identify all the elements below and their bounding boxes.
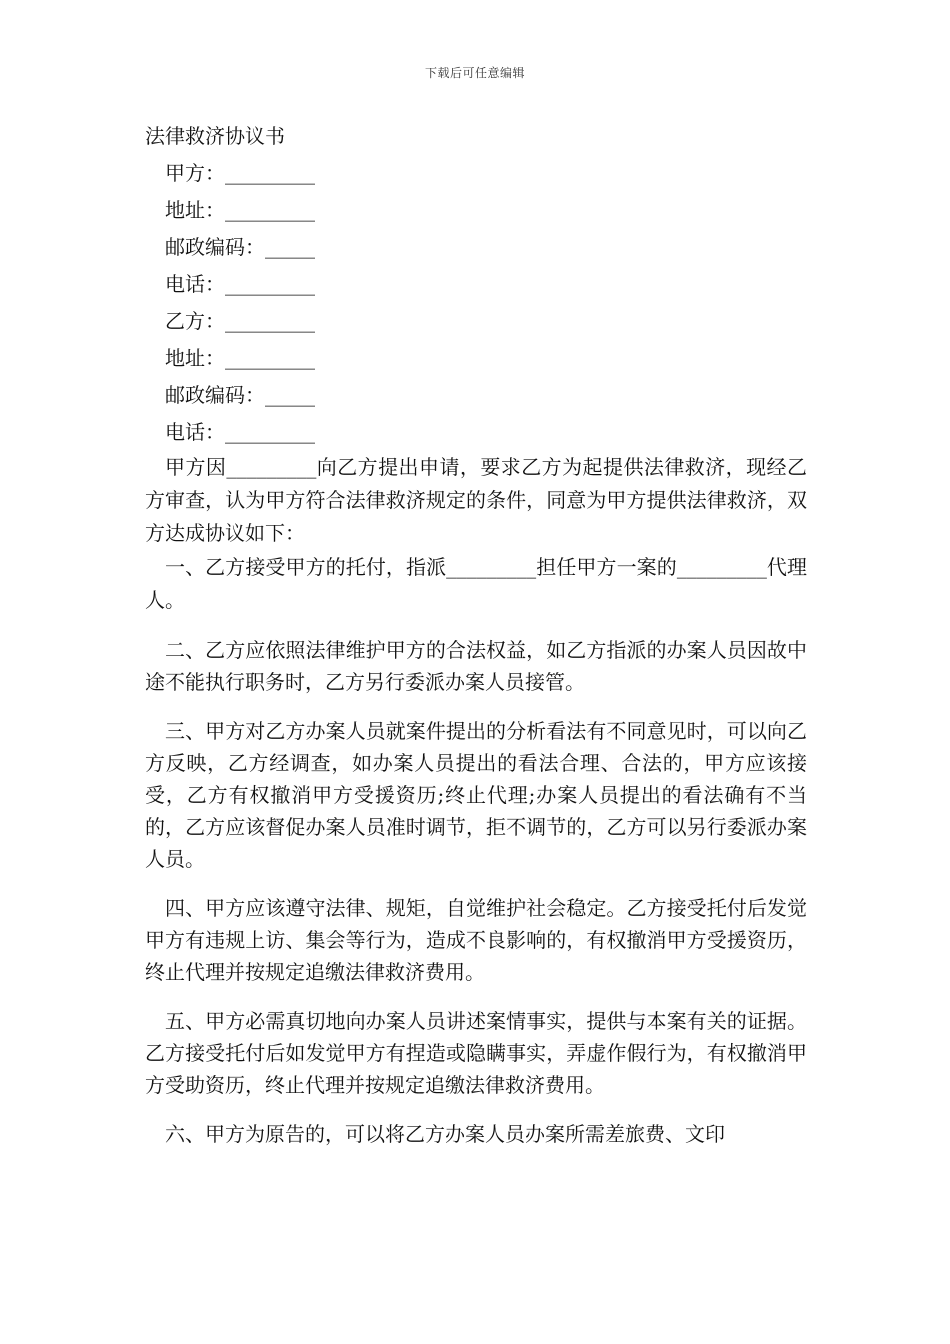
field-label: 邮政编码： [165, 235, 265, 259]
paragraph-clause-1: 一、乙方接受甲方的托付，指派_________担任甲方一案的_________代理人。 [145, 555, 807, 612]
field-party-a-postcode [145, 229, 807, 266]
field-blank: _____ [265, 235, 315, 259]
page-header-note: 下载后可任意编辑 [424, 66, 525, 80]
paragraph-clause-5: 五、甲方必需真切地向办案人员讲述案情事实，提供与本案有关的证据。乙方接受托付后如发觉甲方有捏造或隐瞒事实，弄虚作假行为，有权撤消甲方受助资历，终止代理并按规定追缴法律救济费用。 [145, 1009, 807, 1097]
field-label: 地址： [165, 346, 225, 370]
field-blank: _________ [225, 272, 315, 296]
field-blank: _________ [225, 346, 315, 370]
paragraph-intro: 甲方因_________向乙方提出申请，要求乙方为起提供法律救济，现经乙方审查，认为甲方符合法律救济规定的条件，同意为甲方提供法律救济，双方达成协议如下： [145, 455, 807, 545]
document-title: 法律救济协议书 [145, 124, 285, 148]
field-label: 甲方： [165, 161, 225, 185]
field-party-a [145, 155, 807, 192]
field-label: 电话： [165, 420, 225, 444]
field-blank: _________ [225, 161, 315, 185]
field-blank: _________ [225, 420, 315, 444]
field-blank: _________ [225, 198, 315, 222]
field-party-a-phone [145, 266, 807, 303]
field-party-b [145, 303, 807, 340]
field-party-b-address [145, 340, 807, 377]
field-party-a-address [145, 192, 807, 229]
paragraph-clause-6: 六、甲方为原告的，可以将乙方办案人员办案所需差旅费、文印 [165, 1122, 725, 1146]
field-label: 邮政编码： [165, 383, 265, 407]
paragraph-clause-4: 四、甲方应该遵守法律、规矩，自觉维护社会稳定。乙方接受托付后发觉甲方有违规上访、集会等行为，造成不良影响的，有权撤消甲方受援资历，终止代理并按规定追缴法律救济费用。 [145, 896, 807, 984]
field-blank: _____ [265, 383, 315, 407]
field-label: 地址： [165, 198, 225, 222]
field-label: 电话： [165, 272, 225, 296]
paragraph-clause-2: 二、乙方应依照法律维护甲方的合法权益，如乙方指派的办案人员因故中途不能执行职务时，乙方另行委派办案人员接管。 [145, 638, 807, 694]
field-blank: _________ [225, 309, 315, 333]
field-party-b-phone [145, 414, 807, 451]
document-body [145, 118, 807, 1150]
paragraph-clause-3: 三、甲方对乙方办案人员就案件提出的分析看法有不同意见时，可以向乙方反映，乙方经调查，如办案人员提出的看法合理、合法的，甲方应该接受，乙方有权撤消甲方受援资历;终止代理;办案人员提出的看法确有不当的，乙方应该督促办案人员准时调节，拒不调节的，乙方可以另行委派办案人员。 [145, 719, 807, 871]
field-party-b-postcode [145, 377, 807, 414]
field-label: 乙方： [165, 309, 225, 333]
